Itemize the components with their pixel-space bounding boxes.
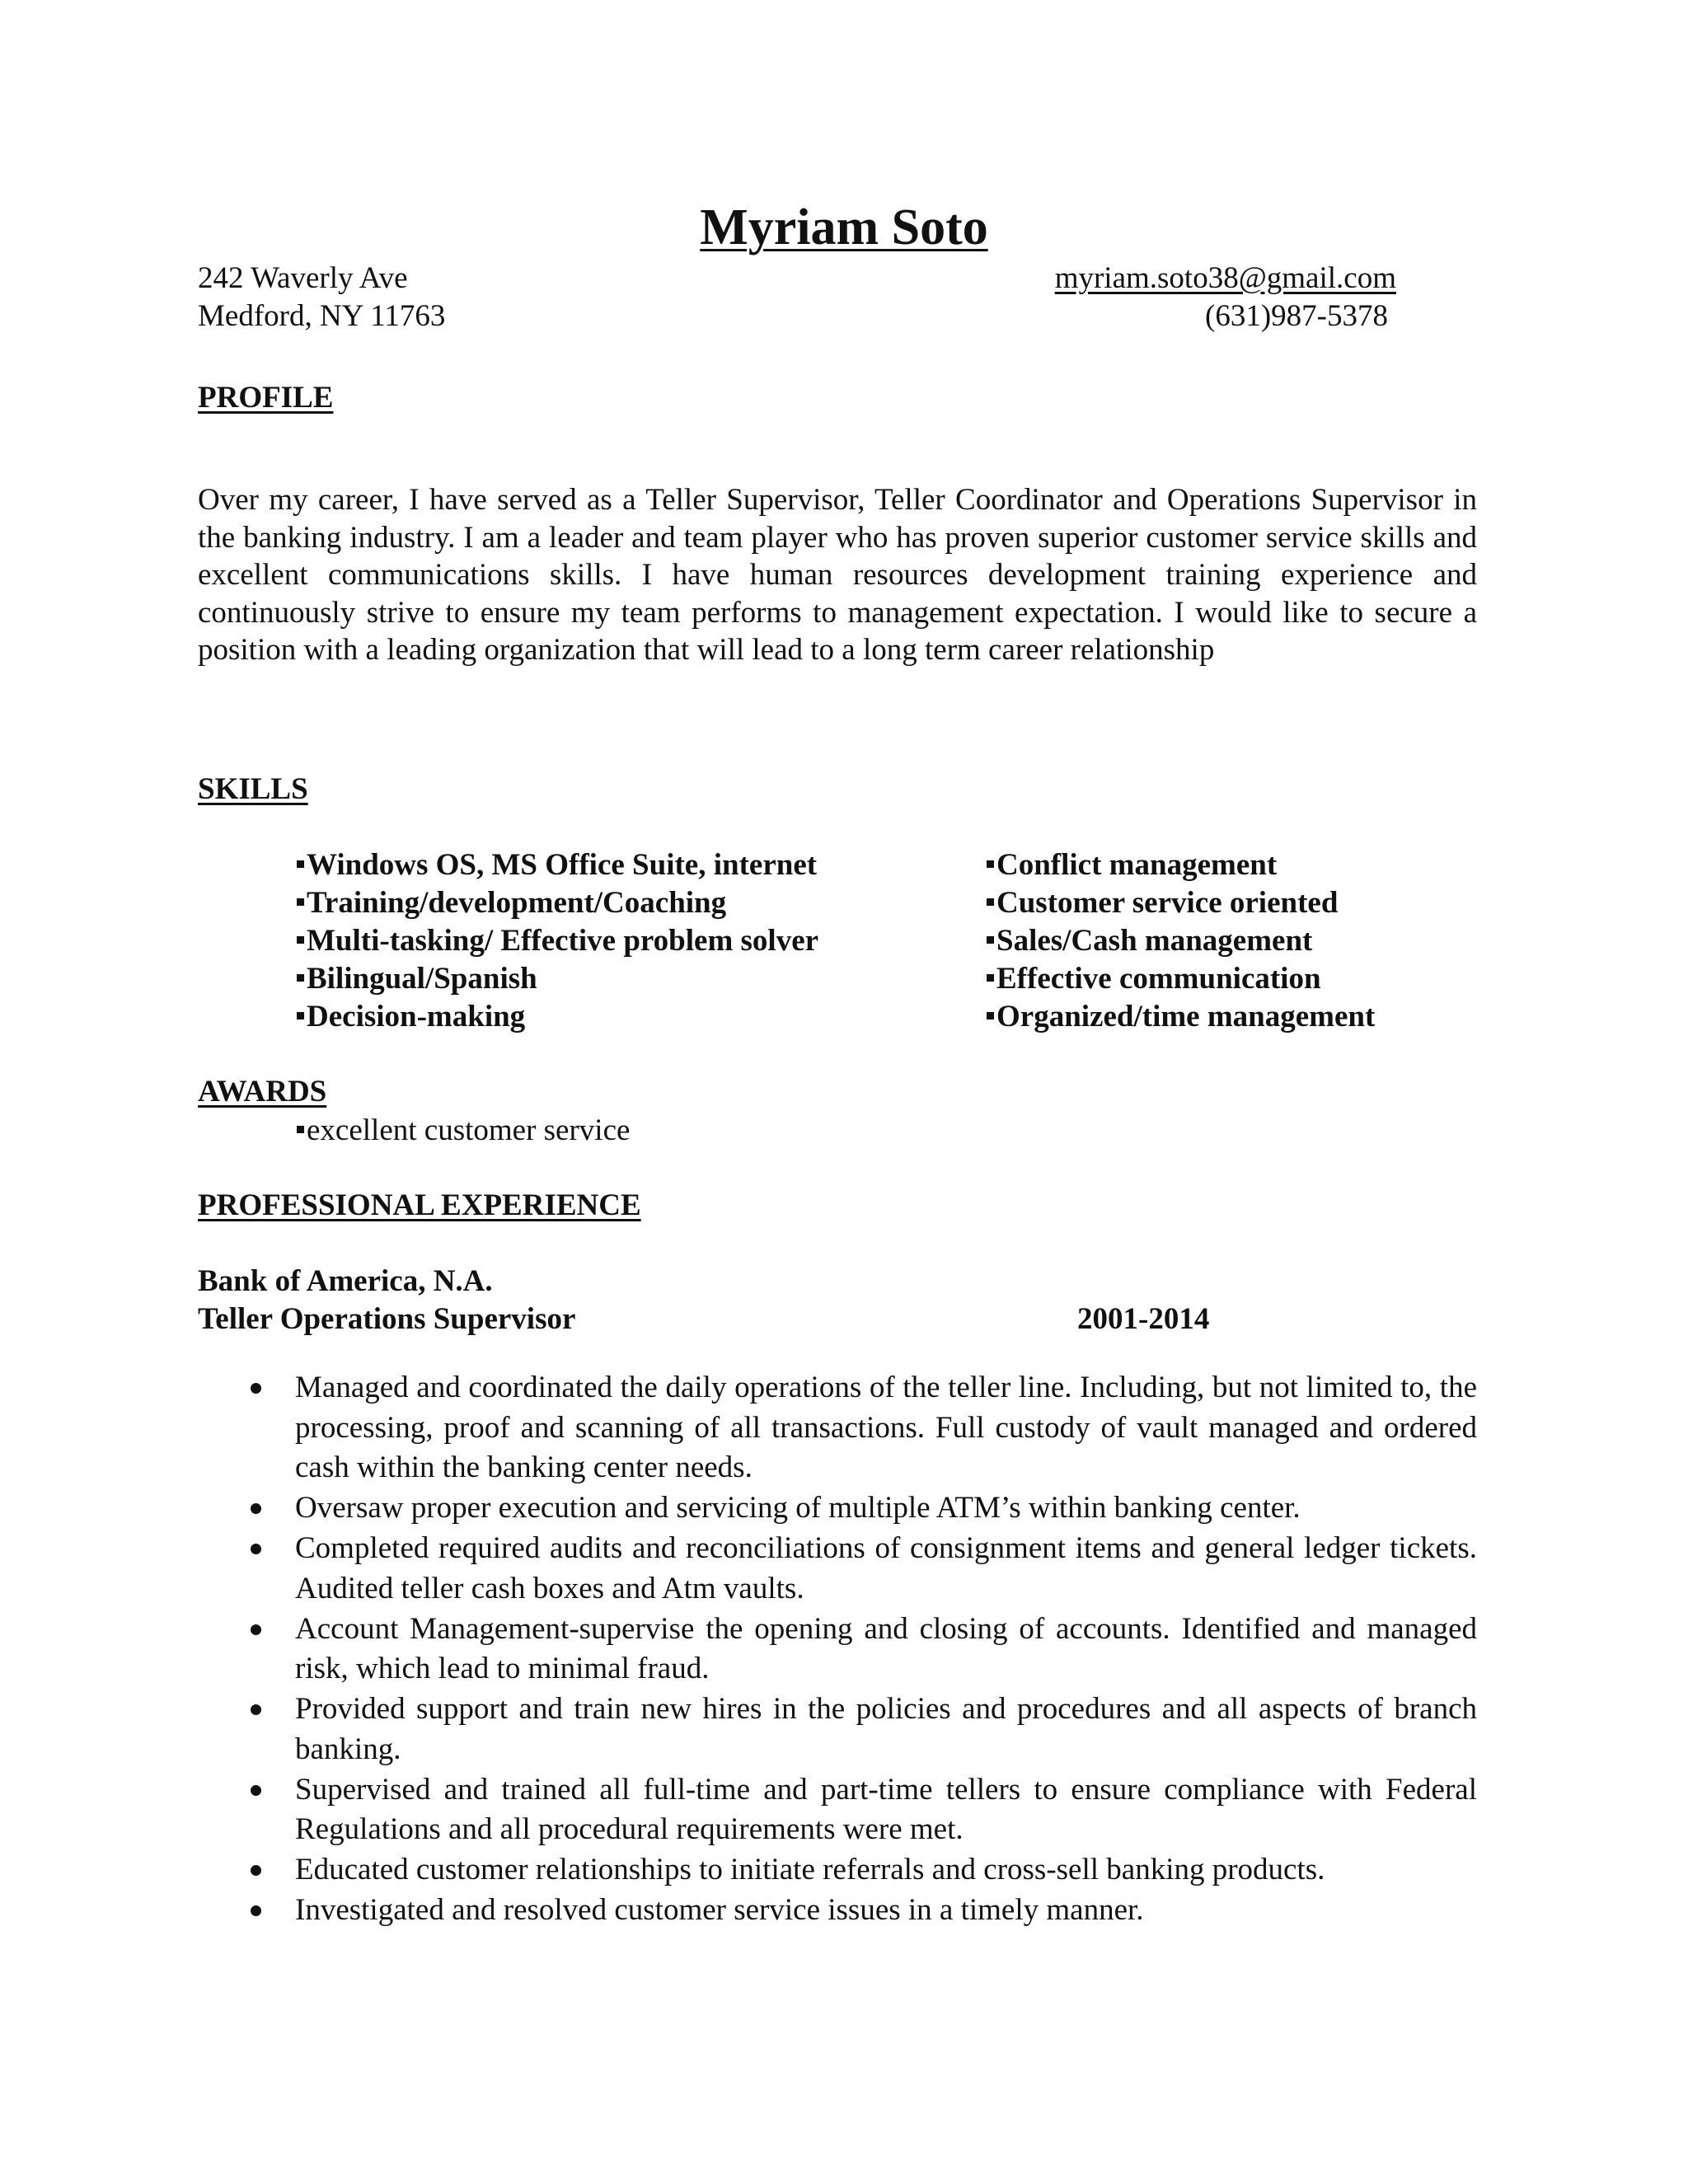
square-bullet-icon	[987, 1012, 994, 1019]
square-bullet-icon	[987, 860, 994, 868]
square-bullet-icon	[297, 1126, 304, 1133]
bullet-icon	[251, 1704, 261, 1715]
square-bullet-icon	[297, 936, 304, 944]
bullet-icon	[251, 1503, 261, 1514]
list-item: Managed and coordinated the daily operations of the teller line. Including, but not limited to, the processing, proof and scanning of all transactions. Full custody of vault managed and ordered cash within the banking center needs.	[198, 1368, 1477, 1488]
candidate-name: Myriam Soto	[700, 199, 988, 255]
square-bullet-icon	[987, 936, 994, 944]
phone-number: (631)987-5378	[1205, 299, 1388, 333]
skill-item: Sales/Cash management	[987, 922, 1312, 960]
address-line-2: Medford, NY 11763	[198, 299, 446, 333]
skill-item: Conflict management	[987, 846, 1277, 884]
list-item: Supervised and trained all full-time and part-time tellers to ensure compliance with Federal Regulations and all procedural requirements were met.	[198, 1770, 1477, 1850]
list-item: Provided support and train new hires in the policies and procedures and all aspects of branch banking.	[198, 1690, 1477, 1769]
experience-heading: PROFESSIONAL EXPERIENCE	[198, 1188, 641, 1222]
bullet-icon	[251, 1383, 261, 1394]
square-bullet-icon	[297, 974, 304, 982]
skill-item: Training/development/Coaching	[297, 884, 726, 922]
square-bullet-icon	[297, 1012, 304, 1019]
skill-item: Multi-tasking/ Effective problem solver	[297, 922, 818, 960]
skill-item: Decision-making	[297, 998, 525, 1036]
bullet-icon	[251, 1544, 261, 1554]
skill-item: Customer service oriented	[987, 884, 1338, 922]
list-item: Investigated and resolved customer service issues in a timely manner.	[198, 1891, 1477, 1931]
square-bullet-icon	[987, 974, 994, 982]
award-item: excellent customer service	[297, 1112, 630, 1150]
square-bullet-icon	[987, 898, 994, 906]
bullet-icon	[251, 1624, 261, 1635]
bullet-icon	[251, 1785, 261, 1796]
address-line-1: 242 Waverly Ave	[198, 261, 408, 295]
skill-item: Windows OS, MS Office Suite, internet	[297, 846, 817, 884]
list-item: Educated customer relationships to initiate referrals and cross-sell banking products.	[198, 1850, 1477, 1891]
experience-bullet-list	[198, 1368, 1477, 1931]
email-link[interactable]: myriam.soto38@gmail.com	[1054, 261, 1396, 295]
job-dates: 2001-2014	[1077, 1302, 1210, 1336]
profile-heading: PROFILE	[198, 381, 334, 415]
profile-text: Over my career, I have served as a Teller Supervisor, Teller Coordinator and Operations Supervisor in the banking industry. I am a leader and team player who has proven superior customer service skills and excellent communications skills. I have human resources development training experience and continuously strive to ensure my team performs to management expectation. I would like to secure a position with a leading organization that will lead to a long term career relationship	[198, 483, 1477, 667]
bullet-icon	[251, 1865, 261, 1876]
bullet-icon	[251, 1905, 261, 1916]
square-bullet-icon	[297, 860, 304, 868]
job-title: Teller Operations Supervisor	[198, 1302, 576, 1336]
skill-item: Bilingual/Spanish	[297, 960, 537, 998]
skill-item: Effective communication	[987, 960, 1321, 998]
skills-heading: SKILLS	[198, 772, 308, 806]
employer-name: Bank of America, N.A.	[198, 1264, 493, 1298]
list-item: Oversaw proper execution and servicing of multiple ATM’s within banking center.	[198, 1488, 1477, 1529]
list-item: Account Management-supervise the opening and closing of accounts. Identified and managed risk, which lead to minimal fraud.	[198, 1610, 1477, 1690]
list-item: Completed required audits and reconciliations of consignment items and general ledger tickets. Audited teller cash boxes and Atm vaults.	[198, 1529, 1477, 1609]
awards-heading: AWARDS	[198, 1075, 327, 1108]
square-bullet-icon	[297, 898, 304, 906]
skill-item: Organized/time management	[987, 998, 1375, 1036]
